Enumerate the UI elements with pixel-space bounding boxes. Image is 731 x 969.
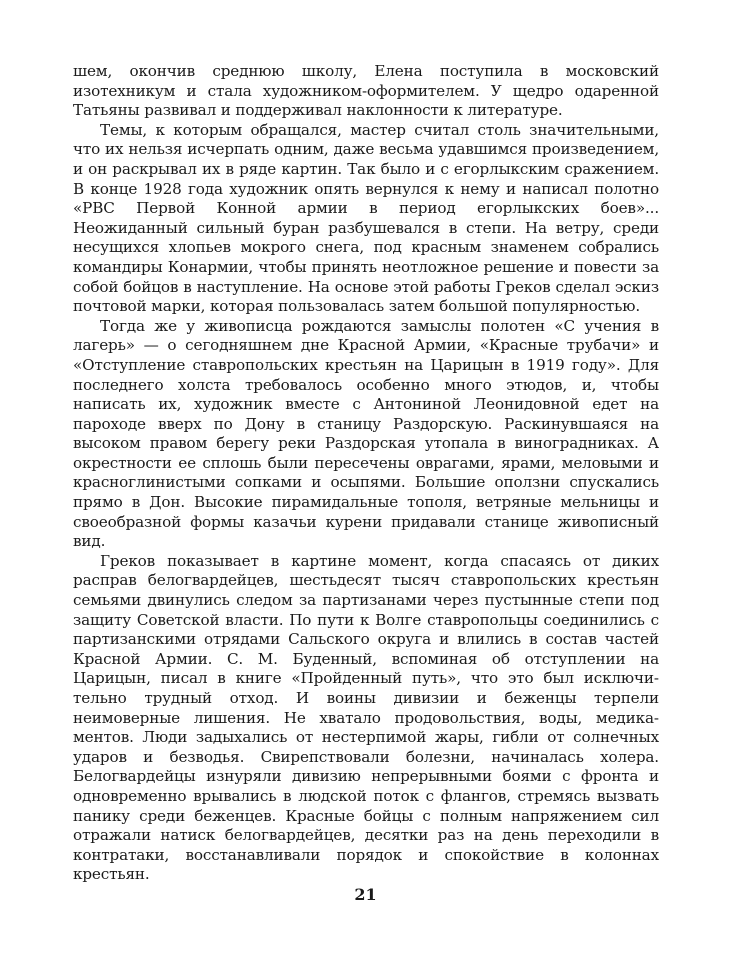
page-number: 21 (354, 885, 377, 904)
paragraph-1: шем, окончив среднюю школу, Елена поступила в московский изотехникум и стала художником-оформителем. У щедро одаренной Татьяны развивал и поддерживал наклонности к литературе. (73, 62, 659, 120)
paragraph-3: Тогда же у живописца рождаются замыслы полотен «С учения в лагерь» — о сегодняшнем дне Красной Армии, «Красные трубачи» и «Отступление ставропольских крестьян на Царицын в 1919 году». Для последнего холста требовалось особенно много этюдов, и, чтобы написать их, художник вместе с Антониной Леонидовной едет на пароходе вверх по Дону в станицу Раздорскую. Раскинувшаяся на высоком правом берегу реки Раздорская утопала в виноградниках. А окрестности ее сплошь были пересечены оврагами, ярами, меловыми и красноглинистыми сопками и осыпями. Большие оползни спускались прямо в Дон. Высокие пирамидальные тополя, ветряные мельницы и своеобразной формы казачьи курени придавали станице живописный вид. (73, 316, 659, 551)
paragraph-4: Греков показывает в картине момент, когда спасаясь от диких расправ белогвардейцев, шестьдесят тысяч ставропольских крестьян семьями двинулись следом за партизанами через пустынные степи под защиту Советской власти. По пути к Волге ставропольцы соединились с партизанскими отрядами Сальского округа и влились в состав частей Красной Армии. С. М. Буденный, вспоминая об отступлении на Царицын, писал в книге «Пройденный путь», что это был исключительно трудный отход. И воины дивизии и беженцы терпели неимоверные лишения. Не хватало продовольствия, воды, медикаментов. Люди задыхались от нестерпимой жары, гибли от солнечных ударов и безводья. Свирепствовали болезни, начиналась холера. Белогвардейцы изнуряли дивизию непрерывными боями с фронта и одновременно врывались в людской поток с флангов, стремясь вызвать панику среди беженцев. Красные бойцы с полным напряжением сил отражали натиск белогвардейцев, десятки раз на день переходили в контратаки, восстанавливали порядок и спокойствие в колоннах крестьян. (73, 551, 659, 884)
page-text-block (73, 62, 659, 885)
paragraph-2: Темы, к которым обращался, мастер считал столь значительными, что их нельзя исчерпать одним, даже весьма удавшимся произведением, и он раскрывал их в ряде картин. Так было и с егорлыкским сражением. В конце 1928 года художник опять вернулся к нему и написал полотно «РВС Первой Конной армии в период егорлыкских боев»... Неожиданный сильный буран разбушевался в степи. На ветру, среди несущихся хлопьев мокрого снега, под красным знаменем собрались командиры Конармии, чтобы принять неотложное решение и повести за собой бойцов в наступление. На основе этой работы Греков сделал эскиз почтовой марки, которая пользовалась затем большой популярностью. (73, 120, 659, 316)
